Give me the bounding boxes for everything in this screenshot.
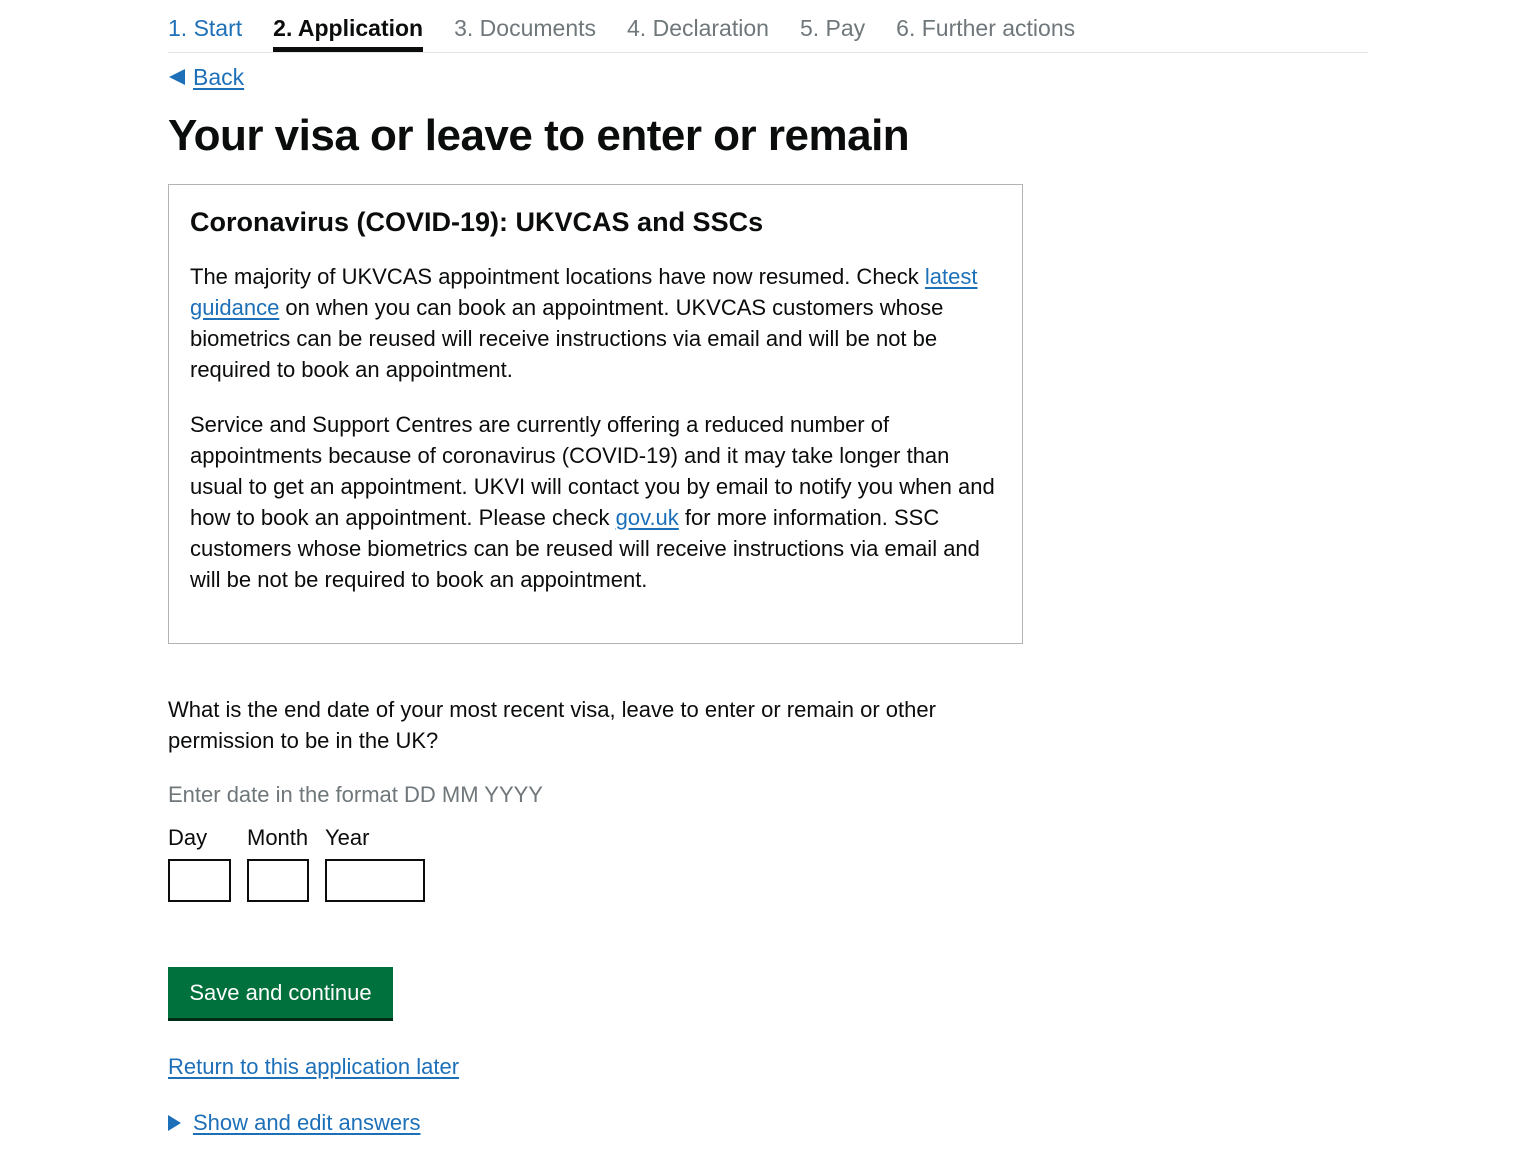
- step-documents: 3. Documents: [454, 15, 597, 41]
- caret-right-icon: [168, 1115, 181, 1131]
- year-input[interactable]: [325, 859, 425, 902]
- notice-p1-text-b: on when you can book an appointment. UKVCAS customers whose biometrics can be reused will receive instructions via email and will be not be required to book an appointment.: [190, 295, 944, 382]
- step-start[interactable]: 1. Start: [168, 15, 243, 41]
- notice-p1-text-a: The majority of UKVCAS appointment locations have now resumed. Check: [190, 264, 925, 289]
- date-month-item: [247, 822, 309, 902]
- month-label: Month: [247, 825, 309, 850]
- progress-steps: [168, 0, 1368, 53]
- step-declaration: 4. Declaration: [627, 15, 769, 41]
- caret-left-icon: [169, 69, 185, 85]
- covid-notice-panel: [168, 184, 1023, 644]
- show-answers-link[interactable]: Show and edit answers: [193, 1110, 421, 1135]
- notice-p2-text-b: for more information. SSC customers whose biometrics can be reused will receive instructions via email and will be not be required to book an appointment.: [190, 505, 980, 592]
- date-year-item: [325, 822, 425, 902]
- notice-p2-text-a: Service and Support Centres are currently offering a reduced number of appointments because of coronavirus (COVID-19) and it may take longer than usual to get an appointment. UKVI will contact you by email to notify you when and how to book an appointment. Please check: [190, 412, 995, 530]
- back-link[interactable]: Back: [193, 64, 245, 90]
- day-label: Day: [168, 825, 208, 850]
- show-answers-toggle[interactable]: [168, 1107, 420, 1138]
- date-hint: Enter date in the format DD MM YYYY: [168, 782, 543, 807]
- date-day-item: [168, 822, 231, 902]
- step-application: 2. Application: [273, 0, 423, 52]
- step-further-actions: 6. Further actions: [896, 15, 1076, 41]
- month-input[interactable]: [247, 859, 309, 902]
- notice-paragraph-ukvcas: [190, 261, 1001, 385]
- notice-paragraph-ssc: [190, 409, 1001, 595]
- return-later-link[interactable]: Return to this application later: [168, 1054, 460, 1079]
- page-title: Your visa or leave to enter or remain: [168, 111, 910, 160]
- year-label: Year: [325, 825, 370, 850]
- notice-heading: Coronavirus (COVID-19): UKVCAS and SSCs: [190, 207, 764, 237]
- save-and-continue-button[interactable]: Save and continue: [168, 967, 393, 1018]
- date-question: What is the end date of your most recent visa, leave to enter or remain or other permission to be in the UK?: [168, 697, 936, 753]
- day-input[interactable]: [168, 859, 231, 902]
- latest-guidance-link[interactable]: latest guidance: [190, 264, 978, 320]
- step-pay: 5. Pay: [799, 15, 866, 41]
- gov-uk-link[interactable]: gov.uk: [615, 505, 679, 530]
- back-link-container[interactable]: [169, 62, 244, 92]
- date-input-group: [168, 822, 441, 902]
